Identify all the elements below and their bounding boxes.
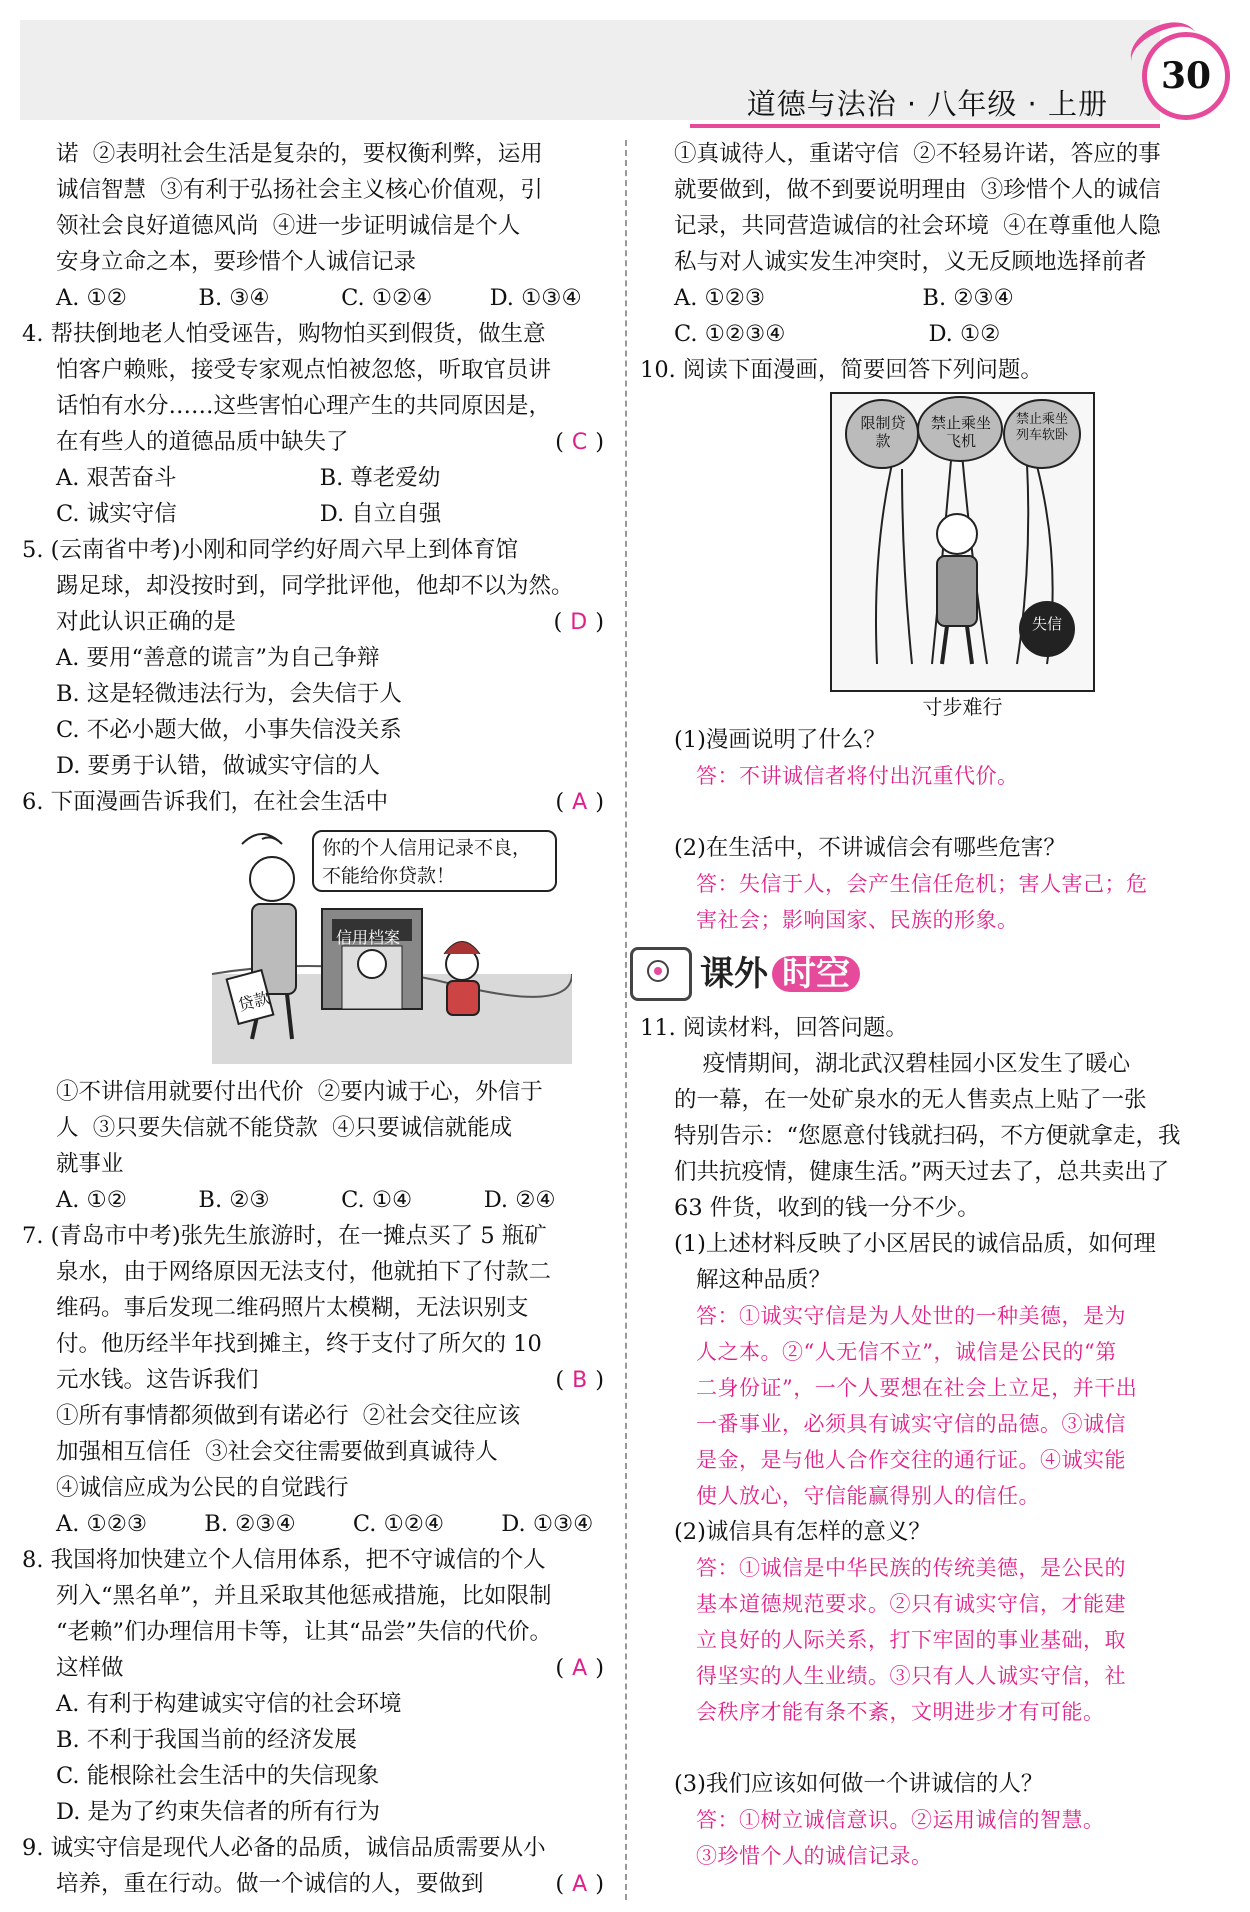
answer-text: 立良好的人际关系，打下牢固的事业基础，取 [696, 1628, 1126, 1652]
answer-parens: ( A ) [555, 1655, 604, 1681]
text-line: 怕客户赖账，接受专家观点怕被忽悠，听取官员讲 [56, 357, 552, 383]
sign-limit-loan: 限制贷款 [860, 414, 906, 450]
answer-text: 得坚实的人生业绩。③只有人人诚实守信，社 [696, 1664, 1126, 1688]
answer-text: 会秩序才能有条不紊，文明进步才有可能。 [696, 1700, 1105, 1724]
text-line: 列入“黑名单”，并且采取其他惩戒措施，比如限制 [56, 1583, 552, 1609]
sub-question: (3)我们应该如何做一个讲诚信的人？ [674, 1771, 1044, 1797]
q3-continuation [22, 136, 612, 316]
statement-line: 私与对人诚实发生冲突时，义无反顾地选择前者 [674, 249, 1147, 275]
statement-line: 就事业 [56, 1151, 124, 1177]
answer-parens: ( B ) [555, 1367, 604, 1393]
answer-text: 一番事业，必须具有诚实守信的品德。③诚信 [696, 1412, 1126, 1436]
material-line: 的一幕，在一处矿泉水的无人售卖点上贴了一张 [674, 1087, 1147, 1113]
option-line: D. 要勇于认错，做诚实守信的人 [56, 753, 381, 779]
question-6 [22, 784, 612, 1218]
dishonesty-weight: 失信 [1032, 615, 1063, 633]
text-line: 5. (云南省中考)小刚和同学约好周六早上到体育馆 [22, 537, 519, 563]
text-line: 对此认识正确的是 [56, 609, 237, 635]
question-5 [22, 532, 612, 784]
text-line: 话怕有水分……这些害怕心理产生的共同原因是， [56, 393, 552, 419]
cartoon-caption: 寸步难行 [922, 695, 1003, 719]
text-line: 泉水，由于网络原因无法支付，他就拍下了付款二 [56, 1259, 552, 1285]
answer-text: ③珍惜个人的诚信记录。 [696, 1844, 933, 1868]
left-column [22, 136, 612, 1903]
answer-text: 是金，是与他人合作交往的通行证。④诚实能 [696, 1448, 1126, 1472]
text-line: 10. 阅读下面漫画，简要回答下列问题。 [640, 357, 1043, 383]
option-line: C. 诚实守信 D. 自立自强 [56, 501, 442, 527]
text-line [22, 424, 612, 460]
q7-options: A. ①②③ B. ②③④ C. ①②④ D. ①③④ [56, 1511, 594, 1537]
speech-bubble: 你的个人信用记录不良，不能给你贷款！ [312, 830, 557, 892]
statement-line: ①不讲信用就要付出代价 ②要内诚于心，外信于 [56, 1079, 543, 1105]
answer-text: 答：①树立诚信意识。②运用诚信的智慧。 [696, 1808, 1105, 1832]
text-line: 维码。事后发现二维码照片太模糊，无法识别支 [56, 1295, 529, 1321]
statement-line: ①真诚待人，重诺守信 ②不轻易许诺，答应的事 [674, 141, 1161, 167]
text-line: 诚信智慧 ③有利于弘扬社会主义核心价值观，引 [56, 177, 543, 203]
question-4 [22, 316, 612, 532]
question-11 [640, 1010, 1230, 1874]
text-line: 11. 阅读材料，回答问题。 [640, 1015, 908, 1041]
text-line: 9. 诚实守信是现代人必备的品质，诚信品质需要从小 [22, 1835, 546, 1861]
material-line: 疫情期间，湖北武汉碧桂园小区发生了暖心 [674, 1051, 1131, 1077]
answer-text: 害社会；影响国家、民族的形象。 [696, 908, 1019, 932]
section-banner [630, 944, 1230, 1004]
statement-line: 人 ③只要失信就不能贷款 ④只要诚信就能成 [56, 1115, 513, 1141]
book-title: 道德与法治 · 八年级 · 上册 [746, 87, 1108, 121]
loan-bag-label: 贷款 [235, 988, 272, 1015]
option-line: C. ①②③④ D. ①② [674, 321, 1001, 347]
option-line: A. ①②③ B. ②③④ [674, 285, 1014, 311]
answer-text: 二身份证”，一个人要想在社会上立足，并干出 [696, 1376, 1138, 1400]
answer-letter: C [571, 430, 588, 455]
option-line: D. 是为了约束失信者的所有行为 [56, 1799, 381, 1825]
text-line: 诺 ②表明社会生活是复杂的，要权衡利弊，运用 [56, 141, 543, 167]
section-title-highlight: 时空 [772, 956, 860, 992]
text-line: “老赖”们办理信用卡等，让其“品尝”失信的代价。 [56, 1619, 553, 1645]
sub-question: (1)漫画说明了什么？ [674, 727, 886, 753]
sign-no-flight: 禁止乘坐飞机 [930, 414, 991, 450]
page-number-badge [1142, 32, 1230, 120]
question-10 [640, 352, 1230, 938]
statement-line: 就要做到，做不到要说明理由 ③珍惜个人的诚信 [674, 177, 1161, 203]
material-line: 们共抗疫情，健康生活。”两天过去了，总共卖出了 [674, 1159, 1170, 1185]
sub-question: (2)诚信具有怎样的意义？ [674, 1519, 931, 1545]
text-line [22, 1650, 612, 1686]
credit-cartoon [212, 824, 572, 1074]
flower-icon [630, 947, 692, 1001]
material-line: 63 件货，收到的钱一分不少。 [674, 1195, 980, 1221]
answer-text: 使人放心，守信能赢得别人的信任。 [696, 1484, 1040, 1508]
page-header [0, 0, 1250, 140]
option-line: B. 不利于我国当前的经济发展 [56, 1727, 357, 1753]
answer-letter: D [570, 610, 588, 635]
answer-parens: ( A ) [555, 1871, 604, 1897]
text-line: 元水钱。这告诉我们 [56, 1367, 259, 1393]
spacer [640, 1730, 1230, 1766]
answer-text: 答：①诚实守信是为人处世的一种美德，是为 [696, 1304, 1126, 1328]
sub-question: (2)在生活中，不讲诚信会有哪些危害？ [674, 835, 1066, 861]
text-line: 7. (青岛市中考)张先生旅游时，在一摊点买了 5 瓶矿 [22, 1223, 547, 1249]
text-line [22, 784, 612, 820]
question-7 [22, 1218, 612, 1542]
text-line: 在有些人的道德品质中缺失了 [56, 429, 349, 455]
option-line: C. 不必小题大做，小事失信没关系 [56, 717, 402, 743]
question-9 [22, 1830, 612, 1902]
answer-parens: ( C ) [555, 429, 604, 455]
text-line: 踢足球，却没按时到，同学批评他，他却不以为然。 [56, 573, 574, 599]
text-line: 4. 帮扶倒地老人怕受诬告，购物怕买到假货，做生意 [22, 321, 546, 347]
q6-options: A. ①② B. ②③ C. ①④ D. ②④ [56, 1187, 556, 1213]
page-number: 30 [1160, 55, 1212, 97]
text-line: 领社会良好道德风尚 ④进一步证明诚信是个人 [56, 213, 521, 239]
answer-text: 答：不讲诚信者将付出沉重代价。 [696, 764, 1019, 788]
text-line: 这样做 [56, 1655, 124, 1681]
statement-line: ④诚信应成为公民的自觉践行 [56, 1475, 349, 1501]
answer-letter: A [572, 790, 588, 815]
answer-parens: ( D ) [553, 609, 604, 635]
text-line: 培养，重在行动。做一个诚信的人，要做到 [56, 1871, 484, 1897]
material-line: 特别告示：“您愿意付钱就扫码，不方便就拿走，我 [674, 1123, 1181, 1149]
option-line: A. 有利于构建诚实守信的社会环境 [56, 1691, 402, 1717]
text-line [22, 1866, 612, 1902]
flower-icon-graphic [633, 950, 683, 992]
answer-text: 基本道德规范要求。②只有诚实守信，才能建 [696, 1592, 1126, 1616]
text-line: 6. 下面漫画告诉我们，在社会生活中 [22, 789, 389, 815]
text-line [22, 604, 612, 640]
answer-letter: A [572, 1656, 588, 1681]
text-line: 付。他历经半年找到摊主，终于支付了所欠的 10 [56, 1331, 542, 1357]
right-column [640, 136, 1230, 1874]
q3-options: A. ①② B. ③④ C. ①②④ D. ①③④ [56, 285, 582, 311]
question-8 [22, 1542, 612, 1830]
text-line: 8. 我国将加快建立个人信用体系，把不守诚信的个人 [22, 1547, 546, 1573]
statement-line: 记录，共同营造诚信的社会环境 ④在尊重他人隐 [674, 213, 1161, 239]
sub-question: (1)上述材料反映了小区居民的诚信品质，如何理 [674, 1231, 1156, 1257]
sub-question: 解这种品质？ [696, 1267, 832, 1293]
text-line [22, 1362, 612, 1398]
answer-parens: ( A ) [555, 789, 604, 815]
answer-text: 答：①诚信是中华民族的传统美德，是公民的 [696, 1556, 1126, 1580]
credit-file-sign: 信用档案 [336, 928, 401, 947]
section-title: 课外 [700, 954, 768, 994]
difficult-steps-cartoon [830, 392, 1095, 692]
answer-letter: A [572, 1872, 588, 1897]
statement-line: ①所有事情都须做到有诺必行 ②社会交往应该 [56, 1403, 521, 1429]
text-line: 安身立命之本，要珍惜个人诚信记录 [56, 249, 417, 275]
option-line: A. 要用“善意的谎言”为自己争辩 [56, 645, 380, 671]
option-line: A. 艰苦奋斗 B. 尊老爱幼 [56, 465, 441, 491]
option-line: C. 能根除社会生活中的失信现象 [56, 1763, 380, 1789]
sign-no-softsleeper: 禁止乘坐列车软卧 [1015, 412, 1068, 443]
answer-letter: B [572, 1368, 588, 1393]
q9-continuation [640, 136, 1230, 352]
answer-text: 答：失信于人，会产生信任危机；害人害己；危 [696, 872, 1148, 896]
option-line: B. 这是轻微违法行为，会失信于人 [56, 681, 402, 707]
header-underline [690, 124, 1160, 128]
spacer [640, 794, 1230, 830]
answer-text: 人之本。②“人无信不立”，诚信是公民的“第 [696, 1340, 1117, 1364]
column-divider [625, 140, 627, 1900]
statement-line: 加强相互信任 ③社会交往需要做到真诚待人 [56, 1439, 498, 1465]
